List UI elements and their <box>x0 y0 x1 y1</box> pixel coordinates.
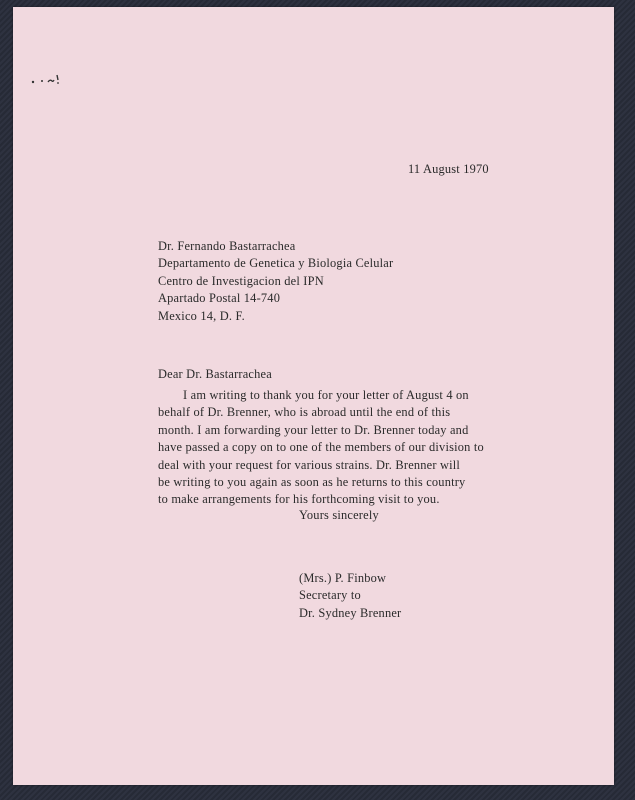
body-line: deal with your request for various strains. Dr. Brenner will <box>158 457 461 472</box>
address-line: Centro de Investigacion del IPN <box>158 273 324 288</box>
signature-line: Secretary to <box>299 588 361 603</box>
body-line: I am writing to thank you for your letter of August 4 on <box>183 388 469 402</box>
handwritten-marks-icon <box>30 72 60 86</box>
address-line: Apartado Postal 14-740 <box>158 291 281 306</box>
signature-line: (Mrs.) P. Finbow <box>299 571 387 585</box>
body-line: to make arrangements for his forthcoming visit to you. <box>158 492 440 507</box>
recipient-address <box>158 238 393 325</box>
letter-date: 11 August 1970 <box>408 162 489 176</box>
letter-body <box>158 387 484 509</box>
body-line: behalf of Dr. Brenner, who is abroad until the end of this <box>158 405 451 420</box>
address-line: Departamento de Genetica y Biologia Celular <box>158 256 394 271</box>
salutation: Dear Dr. Bastarrachea <box>158 367 272 381</box>
closing: Yours sincerely <box>299 508 379 522</box>
body-line: month. I am forwarding your letter to Dr. Brenner today and <box>158 422 469 437</box>
body-line: have passed a copy on to one of the members of our division to <box>158 440 484 455</box>
signature-block <box>299 570 401 622</box>
address-line: Mexico 14, D. F. <box>158 308 245 323</box>
signature-line: Dr. Sydney Brenner <box>299 605 402 620</box>
body-line: be writing to you again as soon as he returns to this country <box>158 475 466 490</box>
address-line: Dr. Fernando Bastarrachea <box>158 239 296 253</box>
